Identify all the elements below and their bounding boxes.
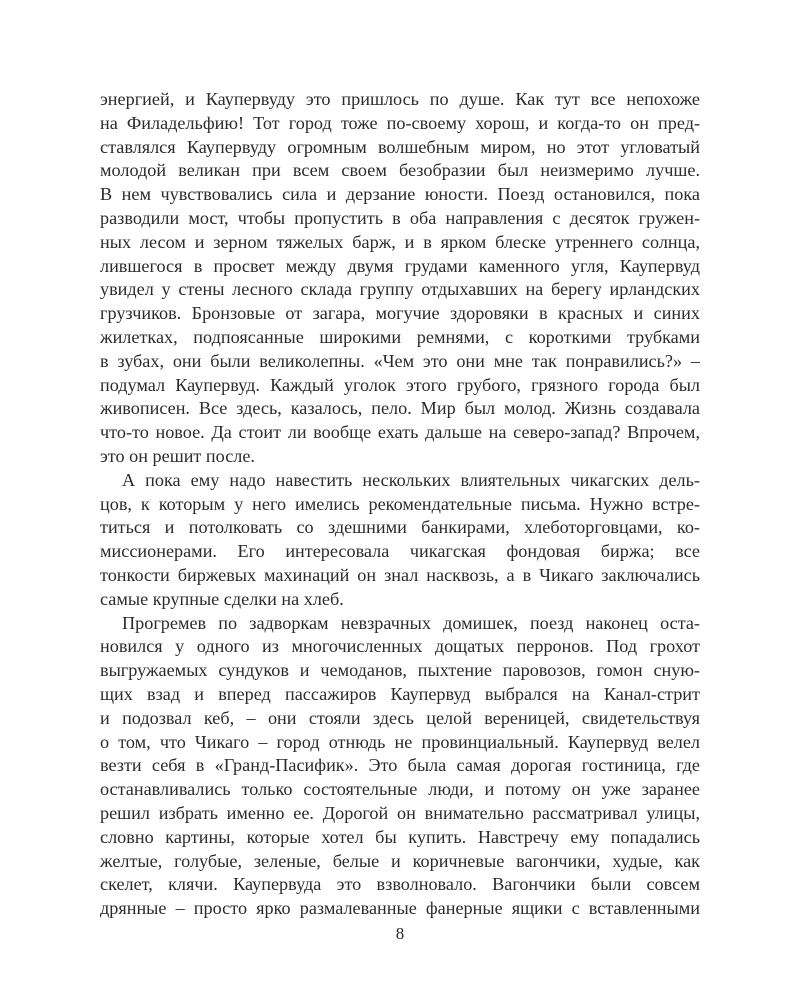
text-line: цов, к которым у него имелись рекомендательные письма. Нужно встре- xyxy=(100,493,700,514)
text-line: энергией, и Каупервуду это пришлось по душе. Как тут все непохоже xyxy=(100,89,700,109)
paragraph-3 xyxy=(100,612,700,921)
text-line: титься и потолковать со здешними банкирами, хлеботорговцами, ко- xyxy=(100,517,700,538)
text-line: дрянные – просто ярко размалеванные фанерные ящики с вставленными xyxy=(100,898,700,919)
text-line: это он решит после. xyxy=(100,445,255,466)
text-line: увидел у стены лесного склада группу отдыхавших на берегу ирландских xyxy=(100,279,700,300)
text-line: словно картины, которые хотел бы купить. Навстречу ему попадались xyxy=(100,826,700,847)
text-line: скелет, клячи. Каупервуда это взволновало. Вагончики были совсем xyxy=(100,874,700,895)
text-line: миссионерами. Его интересовала чикагская фондовая биржа; все xyxy=(100,541,700,562)
text-line: самые крупные сделки на хлеб. xyxy=(100,588,344,609)
text-line: решил избрать именно ее. Дорогой он внимательно рассматривал улицы, xyxy=(100,802,700,823)
text-line: живописен. Все здесь, казалось, пело. Мир был молод. Жизнь создавала xyxy=(100,398,700,419)
text-line: выгружаемых сундуков и чемоданов, пыхтение паровозов, гомон сную- xyxy=(100,660,700,681)
text-line: Прогремев по задворкам невзрачных домишек, поезд наконец оста- xyxy=(122,612,700,633)
text-line: ставлялся Каупервуду огромным волшебным миром, но этот угловатый xyxy=(100,136,700,157)
text-line: новился у одного из многочисленных дощатых перронов. Под грохот xyxy=(100,636,700,657)
text-line: тонкости биржевых махинаций он знал насквозь, а в Чикаго заключались xyxy=(100,564,700,585)
text-line: везти себя в «Гранд-Пасифик». Это была самая дорогая гостиница, где xyxy=(100,755,700,776)
text-line: лившегося в просвет между двумя грудами каменного угля, Каупервуд xyxy=(100,255,700,276)
text-line: останавливались только состоятельные люди, и потому он уже заранее xyxy=(100,779,700,800)
text-line: молодой великан при всем своем безобразии был неизмеримо лучше. xyxy=(100,160,700,181)
text-line: жилетках, подпоясанные широкими ремнями, с короткими трубками xyxy=(100,326,700,347)
text-line: щих взад и вперед пассажиров Каупервуд выбрался на Канал-стрит xyxy=(100,683,700,704)
text-line: в зубах, они были великолепны. «Чем это они мне так понравились?» – xyxy=(100,350,700,371)
paragraph-2 xyxy=(100,469,700,612)
text-line: А пока ему надо навестить нескольких влиятельных чикагских дель- xyxy=(122,469,700,490)
text-line: что-то новое. Да стоит ли вообще ехать дальше на северо-запад? Впрочем, xyxy=(100,422,700,443)
text-line: грузчиков. Бронзовые от загара, могучие здоровяки в красных и синих xyxy=(100,303,700,324)
text-line: ных лесом и зерном тяжелых барж, и в ярком блеске утреннего солнца, xyxy=(100,231,700,252)
text-line: о том, что Чикаго – город отнюдь не провинциальный. Каупервуд велел xyxy=(100,731,700,752)
text-line: на Филадельфию! Тот город тоже по-своему хорош, и когда-то он пред- xyxy=(100,112,700,133)
text-line: В нем чувствовались сила и дерзание юности. Поезд остановился, пока xyxy=(100,184,700,205)
text-line: подумал Каупервуд. Каждый уголок этого грубого, грязного города был xyxy=(100,374,700,395)
text-line: разводили мост, чтобы пропустить в оба направления с десяток гружен- xyxy=(100,207,700,228)
text-line: желтые, голубые, зеленые, белые и коричневые вагончики, худые, как xyxy=(100,850,700,871)
paragraph-1 xyxy=(100,88,700,469)
page-number: 8 xyxy=(395,924,405,943)
page-body xyxy=(100,88,700,988)
text-line: и подозвал кеб, – они стояли здесь целой вереницей, свидетельствуя xyxy=(100,707,700,728)
